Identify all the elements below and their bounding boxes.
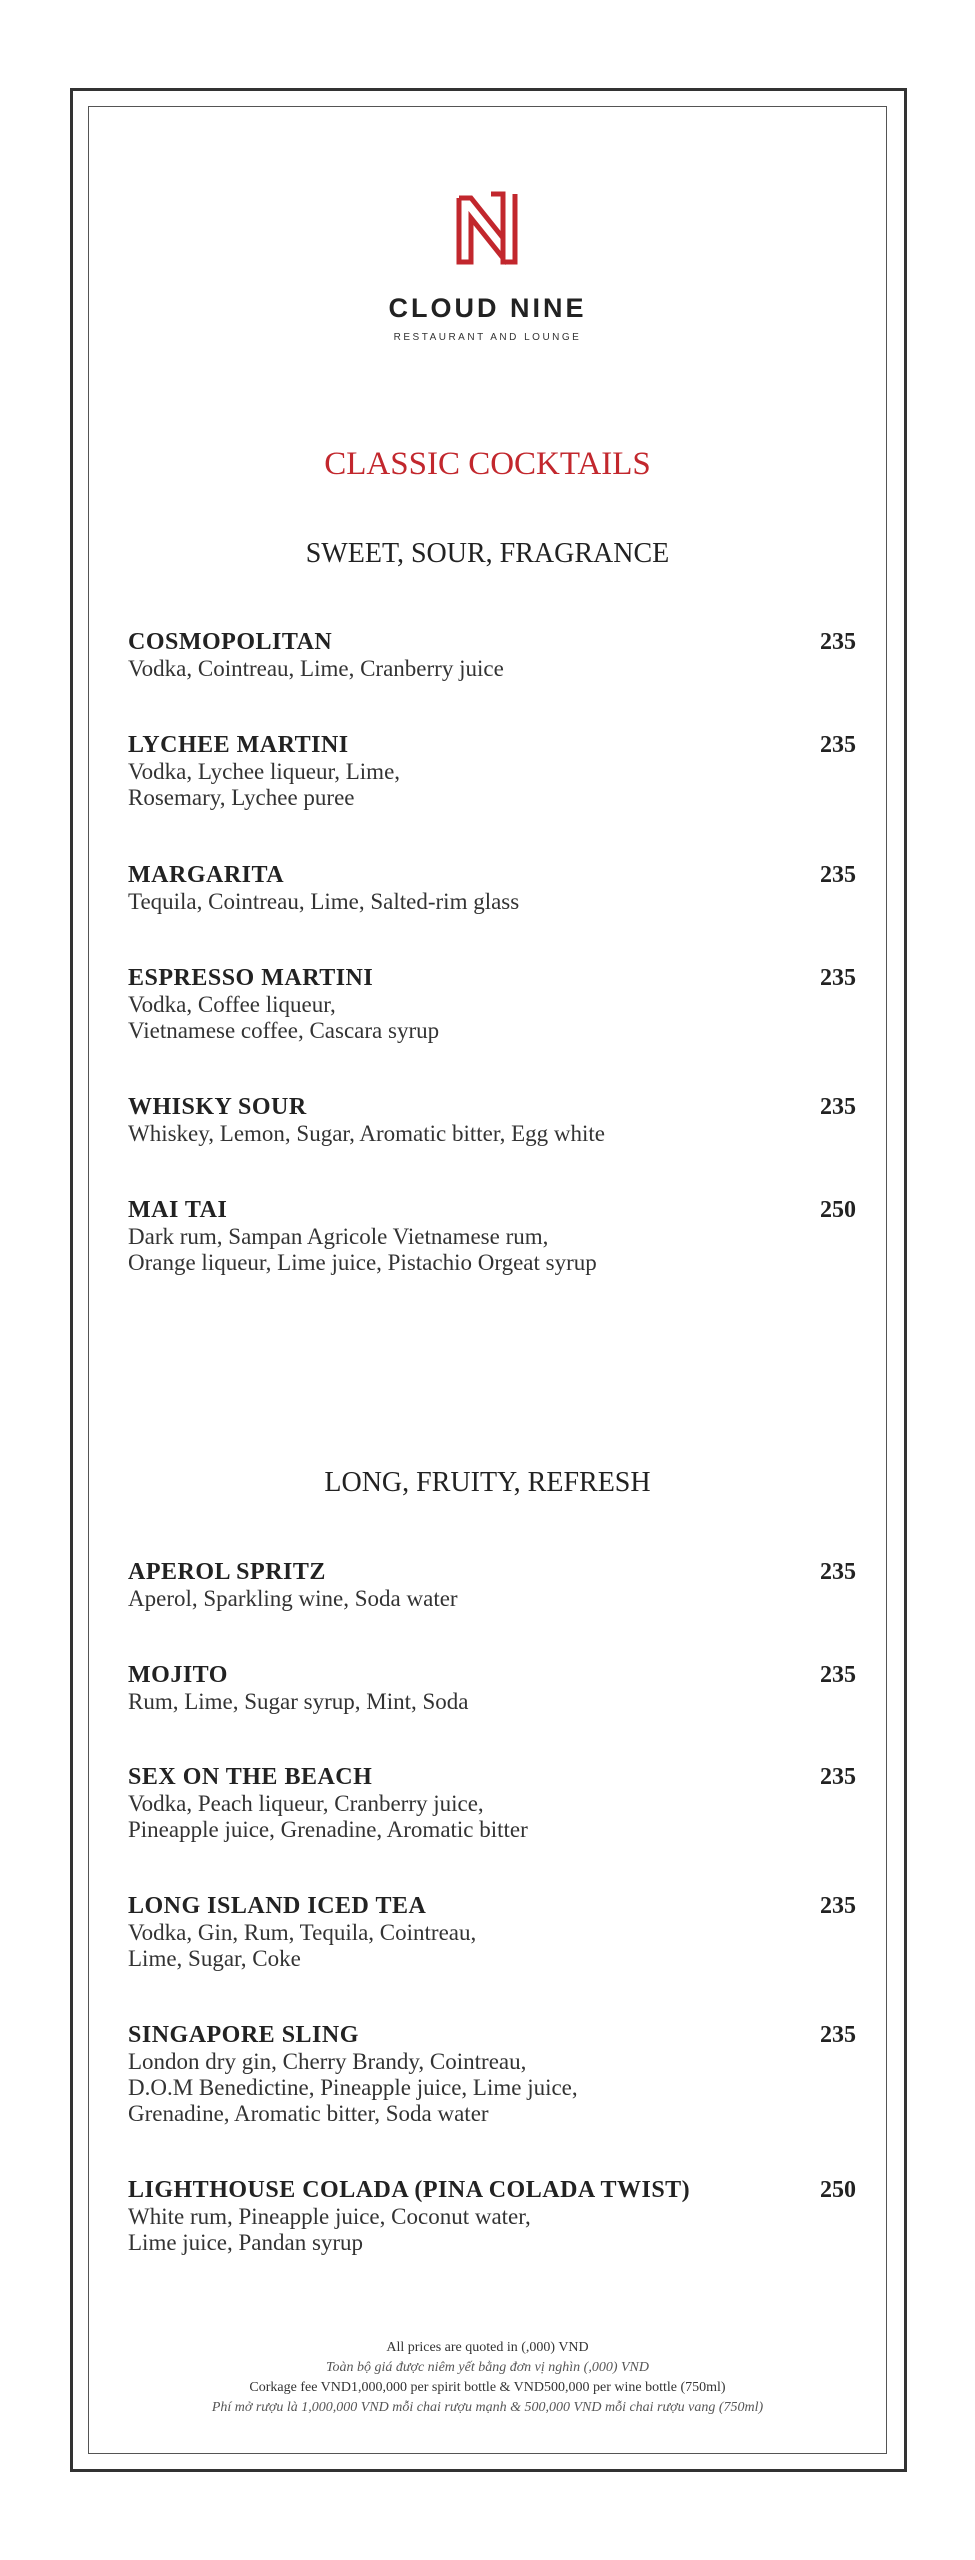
menu-item [128,965,856,1044]
footer-price-note-vi: Toàn bộ giá được niêm yết bằng đơn vị nghìn (,000) VND [325,2360,650,2375]
item-name: LYCHEE MARTINI [128,732,349,758]
item-description: Vodka, Lychee liqueur, Lime, [128,759,401,784]
item-description: Whiskey, Lemon, Sugar, Aromatic bitter, Egg white [128,1121,606,1146]
item-description: Vietnamese coffee, Cascara syrup [128,1018,440,1043]
item-name: MAI TAI [128,1197,228,1223]
menu-item [128,1559,856,1612]
item-price: 235 [820,2022,856,2048]
item-price: 235 [820,862,856,888]
item-price: 235 [820,1893,856,1919]
item-price: 235 [820,732,856,758]
item-price: 235 [820,1559,856,1585]
item-description: Vodka, Peach liqueur, Cranberry juice, [128,1791,484,1816]
item-description: Lime, Sugar, Coke [128,1946,301,1971]
footer-corkage-note: Corkage fee VND1,000,000 per spirit bottle & VND500,000 per wine bottle (750ml) [249,2380,726,2395]
item-description: Rosemary, Lychee puree [128,785,355,810]
item-description: Aperol, Sparkling wine, Soda water [128,1586,458,1611]
item-description: Vodka, Gin, Rum, Tequila, Cointreau, [128,1920,477,1945]
cloud-nine-logo-icon [455,188,519,268]
item-price: 235 [820,1662,856,1688]
section-title: LONG, FRUITY, REFRESH [324,1467,651,1498]
item-name: WHISKY SOUR [128,1094,307,1120]
item-price: 235 [820,1094,856,1120]
item-name: MARGARITA [128,862,285,888]
item-description: Grenadine, Aromatic bitter, Soda water [128,2101,489,2126]
menu-title: CLASSIC COCKTAILS [324,446,651,482]
brand-name: CLOUD NINE [388,293,587,323]
menu-item [128,2022,856,2127]
item-name: COSMOPOLITAN [128,629,333,655]
menu-item [128,1094,856,1147]
item-name: ESPRESSO MARTINI [128,965,374,991]
footer-price-note: All prices are quoted in (,000) VND [386,2340,589,2355]
item-price: 235 [820,1764,856,1790]
section-title: SWEET, SOUR, FRAGRANCE [305,538,670,569]
item-price: 235 [820,629,856,655]
menu-item [128,1893,856,1972]
footer-corkage-note-vi: Phí mở rượu là 1,000,000 VND mỗi chai rượu mạnh & 500,000 VND mỗi chai rượu vang (750ml) [211,2400,764,2415]
menu-item [128,629,856,682]
item-description: Vodka, Cointreau, Lime, Cranberry juice [128,656,504,681]
item-price: 250 [820,2177,856,2203]
item-name: LONG ISLAND ICED TEA [128,1893,427,1919]
item-name: APEROL SPRITZ [128,1559,326,1585]
item-description: D.O.M Benedictine, Pineapple juice, Lime juice, [128,2075,578,2100]
item-description: Tequila, Cointreau, Lime, Salted-rim glass [128,889,520,914]
menu-item [128,1197,856,1276]
item-description: White rum, Pineapple juice, Coconut water, [128,2204,531,2229]
item-price: 250 [820,1197,856,1223]
item-description: Rum, Lime, Sugar syrup, Mint, Soda [128,1689,469,1714]
item-name: SEX ON THE BEACH [128,1764,373,1790]
item-description: London dry gin, Cherry Brandy, Cointreau, [128,2049,527,2074]
menu-item [128,1662,856,1715]
menu-item [128,2177,856,2256]
item-description: Lime juice, Pandan syrup [128,2230,364,2255]
item-name: SINGAPORE SLING [128,2022,359,2048]
item-description: Vodka, Coffee liqueur, [128,992,336,1017]
item-description: Pineapple juice, Grenadine, Aromatic bitter [128,1817,528,1842]
brand-subtitle: RESTAURANT AND LOUNGE [393,332,582,343]
item-description: Orange liqueur, Lime juice, Pistachio Orgeat syrup [128,1250,597,1275]
menu-item [128,862,856,915]
item-price: 235 [820,965,856,991]
item-description: Dark rum, Sampan Agricole Vietnamese rum, [128,1224,549,1249]
item-name: LIGHTHOUSE COLADA (PINA COLADA TWIST) [128,2177,691,2203]
item-name: MOJITO [128,1662,228,1688]
menu-item [128,732,856,811]
menu-item [128,1764,856,1843]
